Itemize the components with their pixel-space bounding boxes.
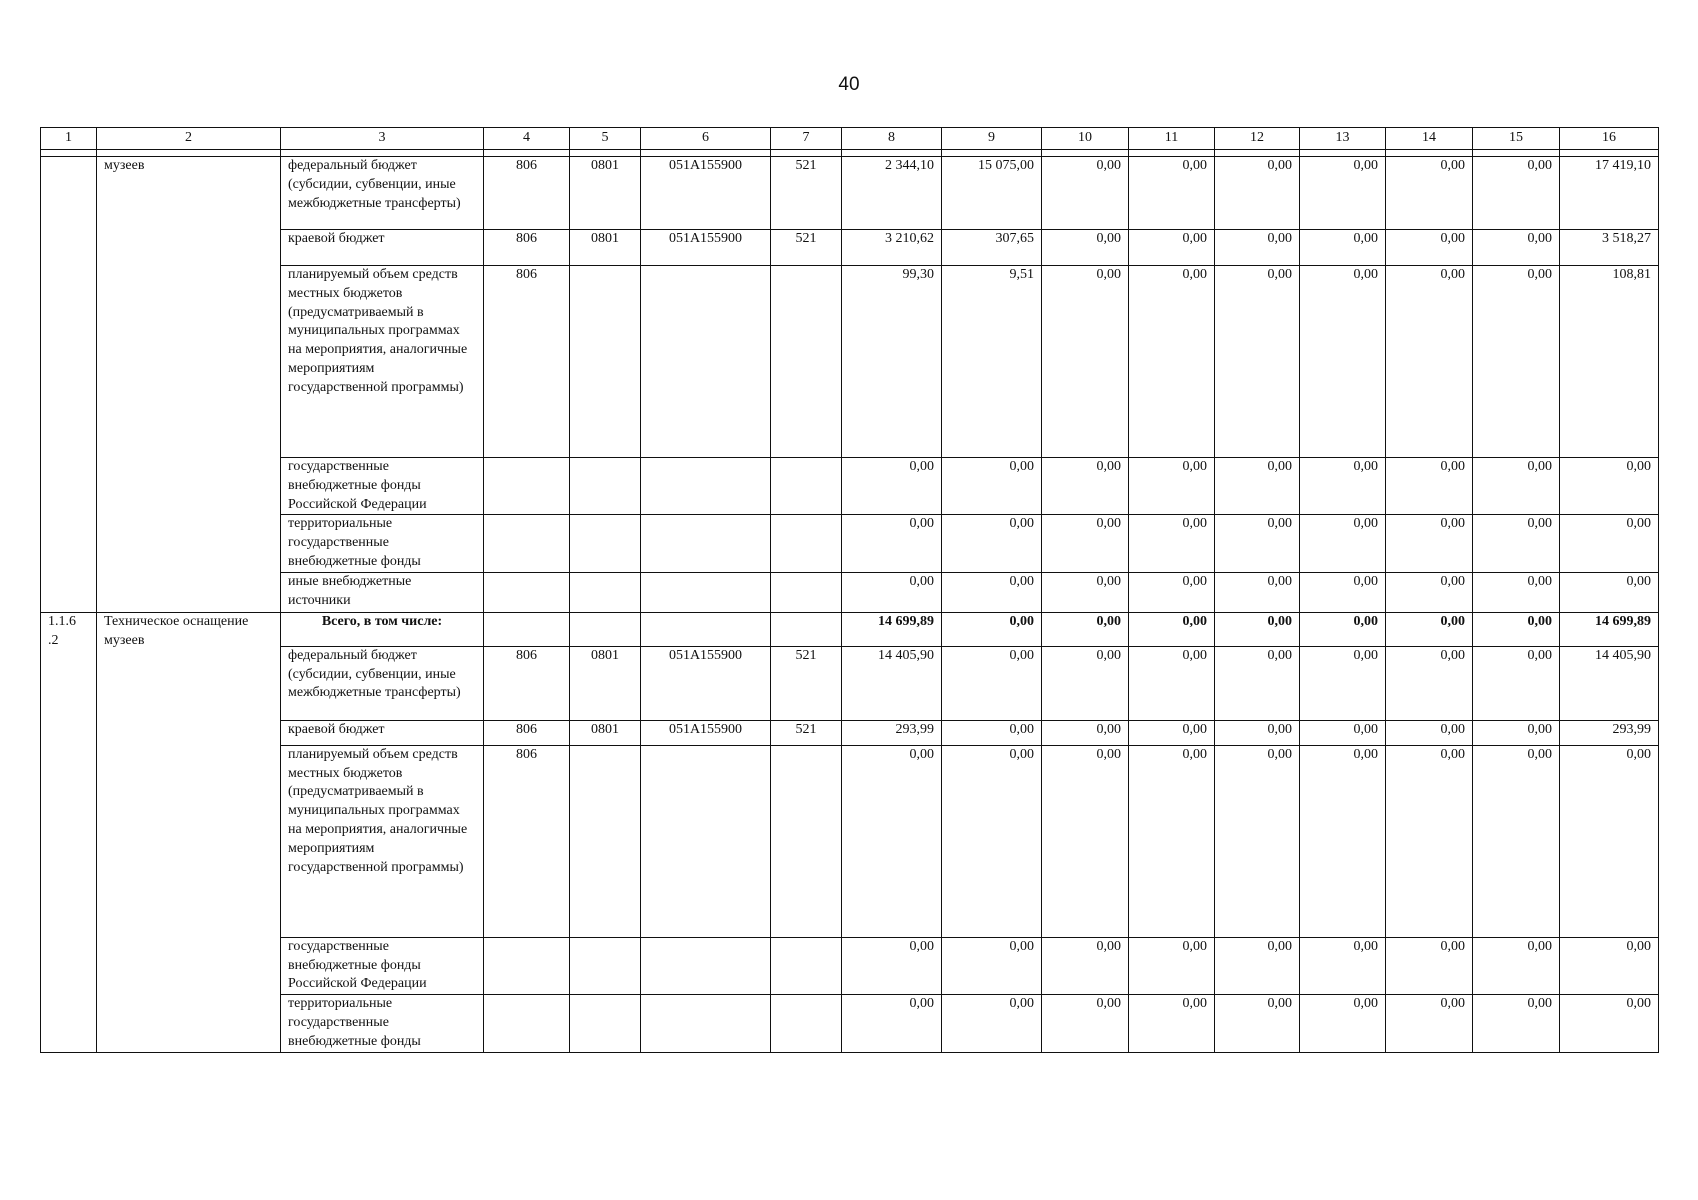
year-value-cell: 0,00 (1300, 995, 1386, 1052)
year-value-cell: 0,00 (1215, 572, 1300, 612)
year-value-cell: 0,00 (1386, 572, 1473, 612)
year-value-cell: 0,00 (942, 937, 1042, 994)
spacer-cell (641, 150, 771, 157)
year-value-cell: 0,00 (1386, 266, 1473, 458)
target-code-cell: 051A155900 (641, 230, 771, 266)
page-number: 40 (838, 74, 860, 95)
year-value-cell: 0,00 (1300, 720, 1386, 745)
header-cell: 4 (484, 128, 570, 150)
funding-source-cell: планируемый объем средств местных бюджетов (предусматриваемый в муниципальных программах на мероприятия, аналогичные мероприятиям государственной программы) (281, 745, 484, 937)
empty-code-cell (641, 612, 771, 646)
header-cell: 7 (771, 128, 842, 150)
year-value-cell: 14 405,90 (842, 646, 942, 720)
year-value-cell: 0,00 (1129, 937, 1215, 994)
year-value-cell: 0,00 (1129, 646, 1215, 720)
year-value-cell: 0,00 (1386, 458, 1473, 515)
agency-code-cell (484, 515, 570, 572)
total-value-cell: 0,00 (1473, 612, 1560, 646)
agency-code-cell: 806 (484, 745, 570, 937)
expense-type-cell (771, 572, 842, 612)
funding-source-cell: краевой бюджет (281, 230, 484, 266)
table-row (41, 266, 1659, 458)
header-row (41, 128, 1659, 150)
year-value-cell: 0,00 (1215, 458, 1300, 515)
header-cell: 13 (1300, 128, 1386, 150)
header-cell: 1 (41, 128, 97, 150)
year-value-cell: 0,00 (1473, 515, 1560, 572)
funding-source-cell: территориальные государственные внебюджетные фонды (281, 995, 484, 1052)
header-cell: 11 (1129, 128, 1215, 150)
year-value-cell: 0,00 (842, 572, 942, 612)
agency-code-cell: 806 (484, 157, 570, 230)
section-code-cell: 0801 (570, 646, 641, 720)
year-value-cell: 15 075,00 (942, 157, 1042, 230)
year-value-cell: 0,00 (942, 720, 1042, 745)
target-code-cell (641, 266, 771, 458)
year-value-cell: 2 344,10 (842, 157, 942, 230)
year-value-cell: 0,00 (1473, 266, 1560, 458)
total-value-cell: 17 419,10 (1560, 157, 1659, 230)
target-code-cell (641, 995, 771, 1052)
target-code-cell (641, 572, 771, 612)
year-value-cell: 0,00 (1300, 646, 1386, 720)
section-code-cell (570, 515, 641, 572)
expense-type-cell (771, 937, 842, 994)
year-value-cell: 0,00 (1042, 745, 1129, 937)
year-value-cell: 0,00 (1300, 745, 1386, 937)
header-cell: 3 (281, 128, 484, 150)
agency-code-cell (484, 572, 570, 612)
year-value-cell: 0,00 (1300, 515, 1386, 572)
item-number-cell: 1.1.6 .2 (41, 612, 97, 1052)
year-value-cell: 0,00 (1473, 745, 1560, 937)
year-value-cell: 3 210,62 (842, 230, 942, 266)
expense-type-cell (771, 266, 842, 458)
year-value-cell: 0,00 (1215, 646, 1300, 720)
year-value-cell: 0,00 (1042, 720, 1129, 745)
section-code-cell (570, 937, 641, 994)
spacer-cell (1300, 150, 1386, 157)
total-value-cell: 108,81 (1560, 266, 1659, 458)
total-value-cell: 0,00 (1386, 612, 1473, 646)
total-value-cell: 293,99 (1560, 720, 1659, 745)
year-value-cell: 0,00 (1473, 646, 1560, 720)
total-value-cell: 0,00 (1560, 515, 1659, 572)
funding-source-cell: иные внебюджетные источники (281, 572, 484, 612)
section-code-cell: 0801 (570, 230, 641, 266)
year-value-cell: 0,00 (942, 572, 1042, 612)
total-value-cell: 14 699,89 (842, 612, 942, 646)
total-value-cell: 0,00 (1560, 745, 1659, 937)
spacer-cell (1560, 150, 1659, 157)
agency-code-cell (484, 458, 570, 515)
section-code-cell: 0801 (570, 720, 641, 745)
empty-code-cell (771, 612, 842, 646)
expense-type-cell (771, 995, 842, 1052)
spacer-cell (41, 150, 97, 157)
spacer-row (41, 150, 1659, 157)
target-code-cell: 051A155900 (641, 157, 771, 230)
funding-source-cell: федеральный бюджет (субсидии, субвенции, иные межбюджетные трансферты) (281, 157, 484, 230)
table-row (41, 995, 1659, 1052)
empty-code-cell (484, 612, 570, 646)
budget-table (40, 127, 1659, 1053)
total-value-cell: 0,00 (1129, 612, 1215, 646)
header-cell: 9 (942, 128, 1042, 150)
spacer-cell (771, 150, 842, 157)
total-value-cell: 14 405,90 (1560, 646, 1659, 720)
funding-source-cell: государственные внебюджетные фонды Российской Федерации (281, 458, 484, 515)
table-row (41, 458, 1659, 515)
year-value-cell: 9,51 (942, 266, 1042, 458)
agency-code-cell (484, 995, 570, 1052)
year-value-cell: 0,00 (1129, 720, 1215, 745)
year-value-cell: 0,00 (1129, 745, 1215, 937)
year-value-cell: 99,30 (842, 266, 942, 458)
year-value-cell: 0,00 (1473, 157, 1560, 230)
activity-name-cell: музеев (97, 157, 281, 613)
agency-code-cell: 806 (484, 266, 570, 458)
item-number-cell (41, 157, 97, 613)
funding-source-cell: краевой бюджет (281, 720, 484, 745)
total-value-cell: 0,00 (1560, 572, 1659, 612)
year-value-cell: 0,00 (842, 745, 942, 937)
year-value-cell: 0,00 (942, 458, 1042, 515)
target-code-cell: 051A155900 (641, 720, 771, 745)
total-value-cell: 0,00 (1560, 995, 1659, 1052)
section-code-cell (570, 572, 641, 612)
spacer-cell (570, 150, 641, 157)
expense-type-cell: 521 (771, 157, 842, 230)
year-value-cell: 0,00 (1042, 458, 1129, 515)
year-value-cell: 0,00 (1300, 937, 1386, 994)
section-code-cell (570, 458, 641, 515)
year-value-cell: 0,00 (1386, 745, 1473, 937)
table-row (41, 745, 1659, 937)
table-row (41, 230, 1659, 266)
year-value-cell: 0,00 (1215, 720, 1300, 745)
table-body (41, 128, 1659, 1053)
section-code-cell (570, 995, 641, 1052)
year-value-cell: 0,00 (1300, 157, 1386, 230)
year-value-cell: 0,00 (1129, 266, 1215, 458)
year-value-cell: 0,00 (942, 515, 1042, 572)
year-value-cell: 0,00 (1386, 937, 1473, 994)
total-value-cell: 0,00 (1560, 458, 1659, 515)
section-code-cell (570, 266, 641, 458)
year-value-cell: 0,00 (1215, 937, 1300, 994)
header-cell: 14 (1386, 128, 1473, 150)
table-row (41, 937, 1659, 994)
spacer-cell (1386, 150, 1473, 157)
table-row (41, 720, 1659, 745)
year-value-cell: 293,99 (842, 720, 942, 745)
target-code-cell (641, 515, 771, 572)
year-value-cell: 0,00 (942, 995, 1042, 1052)
year-value-cell: 0,00 (1129, 458, 1215, 515)
year-value-cell: 0,00 (842, 458, 942, 515)
agency-code-cell: 806 (484, 230, 570, 266)
total-value-cell: 3 518,27 (1560, 230, 1659, 266)
year-value-cell: 0,00 (1215, 745, 1300, 937)
total-value-cell: 0,00 (1215, 612, 1300, 646)
year-value-cell: 0,00 (1042, 937, 1129, 994)
agency-code-cell (484, 937, 570, 994)
spacer-cell (97, 150, 281, 157)
year-value-cell: 0,00 (1215, 157, 1300, 230)
table-row (41, 157, 1659, 230)
expense-type-cell: 521 (771, 230, 842, 266)
year-value-cell: 0,00 (1386, 995, 1473, 1052)
year-value-cell: 0,00 (1129, 157, 1215, 230)
funding-source-cell: территориальные государственные внебюджетные фонды (281, 515, 484, 572)
year-value-cell: 0,00 (942, 745, 1042, 937)
year-value-cell: 0,00 (1300, 458, 1386, 515)
spacer-cell (1042, 150, 1129, 157)
year-value-cell: 0,00 (1386, 720, 1473, 745)
header-cell: 12 (1215, 128, 1300, 150)
spacer-cell (484, 150, 570, 157)
year-value-cell: 0,00 (1042, 995, 1129, 1052)
year-value-cell: 0,00 (1386, 230, 1473, 266)
year-value-cell: 0,00 (1473, 572, 1560, 612)
total-value-cell: 0,00 (1560, 937, 1659, 994)
year-value-cell: 0,00 (1129, 230, 1215, 266)
header-cell: 15 (1473, 128, 1560, 150)
year-value-cell: 0,00 (842, 995, 942, 1052)
target-code-cell (641, 745, 771, 937)
target-code-cell (641, 937, 771, 994)
total-row (41, 612, 1659, 646)
year-value-cell: 0,00 (1386, 157, 1473, 230)
year-value-cell: 0,00 (842, 937, 942, 994)
year-value-cell: 0,00 (1215, 230, 1300, 266)
spacer-cell (1129, 150, 1215, 157)
year-value-cell: 0,00 (1300, 230, 1386, 266)
header-cell: 5 (570, 128, 641, 150)
header-cell: 2 (97, 128, 281, 150)
expense-type-cell (771, 515, 842, 572)
year-value-cell: 0,00 (1042, 572, 1129, 612)
year-value-cell: 0,00 (1473, 230, 1560, 266)
spacer-cell (1473, 150, 1560, 157)
year-value-cell: 0,00 (1215, 266, 1300, 458)
year-value-cell: 0,00 (1215, 515, 1300, 572)
year-value-cell: 0,00 (1129, 995, 1215, 1052)
year-value-cell: 0,00 (1129, 572, 1215, 612)
funding-source-cell: федеральный бюджет (субсидии, субвенции, иные межбюджетные трансферты) (281, 646, 484, 720)
total-value-cell: 0,00 (1300, 612, 1386, 646)
spacer-cell (842, 150, 942, 157)
year-value-cell: 0,00 (1300, 266, 1386, 458)
year-value-cell: 0,00 (1042, 230, 1129, 266)
spacer-cell (942, 150, 1042, 157)
section-code-cell: 0801 (570, 157, 641, 230)
year-value-cell: 0,00 (1386, 515, 1473, 572)
activity-name-cell: Техническое оснащение музеев (97, 612, 281, 1052)
section-code-cell (570, 745, 641, 937)
spacer-cell (1215, 150, 1300, 157)
target-code-cell: 051A155900 (641, 646, 771, 720)
year-value-cell: 0,00 (1042, 157, 1129, 230)
header-cell: 8 (842, 128, 942, 150)
year-value-cell: 0,00 (1042, 646, 1129, 720)
year-value-cell: 0,00 (842, 515, 942, 572)
table-row (41, 572, 1659, 612)
header-cell: 6 (641, 128, 771, 150)
spacer-cell (281, 150, 484, 157)
grand-total-value-cell: 14 699,89 (1560, 612, 1659, 646)
year-value-cell: 0,00 (1473, 995, 1560, 1052)
target-code-cell (641, 458, 771, 515)
year-value-cell: 0,00 (1215, 995, 1300, 1052)
year-value-cell: 0,00 (1300, 572, 1386, 612)
funding-source-cell: планируемый объем средств местных бюджетов (предусматриваемый в муниципальных программах на мероприятия, аналогичные мероприятиям государственной программы) (281, 266, 484, 458)
total-label-cell: Всего, в том числе: (281, 612, 484, 646)
table-row (41, 646, 1659, 720)
agency-code-cell: 806 (484, 720, 570, 745)
header-cell: 16 (1560, 128, 1659, 150)
year-value-cell: 0,00 (1042, 515, 1129, 572)
year-value-cell: 0,00 (1473, 937, 1560, 994)
empty-code-cell (570, 612, 641, 646)
year-value-cell: 0,00 (1386, 646, 1473, 720)
year-value-cell: 0,00 (1042, 266, 1129, 458)
header-cell: 10 (1042, 128, 1129, 150)
funding-source-cell: государственные внебюджетные фонды Российской Федерации (281, 937, 484, 994)
agency-code-cell: 806 (484, 646, 570, 720)
total-value-cell: 0,00 (942, 612, 1042, 646)
year-value-cell: 0,00 (1473, 720, 1560, 745)
expense-type-cell (771, 458, 842, 515)
table-row (41, 515, 1659, 572)
expense-type-cell: 521 (771, 646, 842, 720)
year-value-cell: 0,00 (942, 646, 1042, 720)
total-value-cell: 0,00 (1042, 612, 1129, 646)
year-value-cell: 0,00 (1129, 515, 1215, 572)
year-value-cell: 0,00 (1473, 458, 1560, 515)
year-value-cell: 307,65 (942, 230, 1042, 266)
expense-type-cell: 521 (771, 720, 842, 745)
expense-type-cell (771, 745, 842, 937)
